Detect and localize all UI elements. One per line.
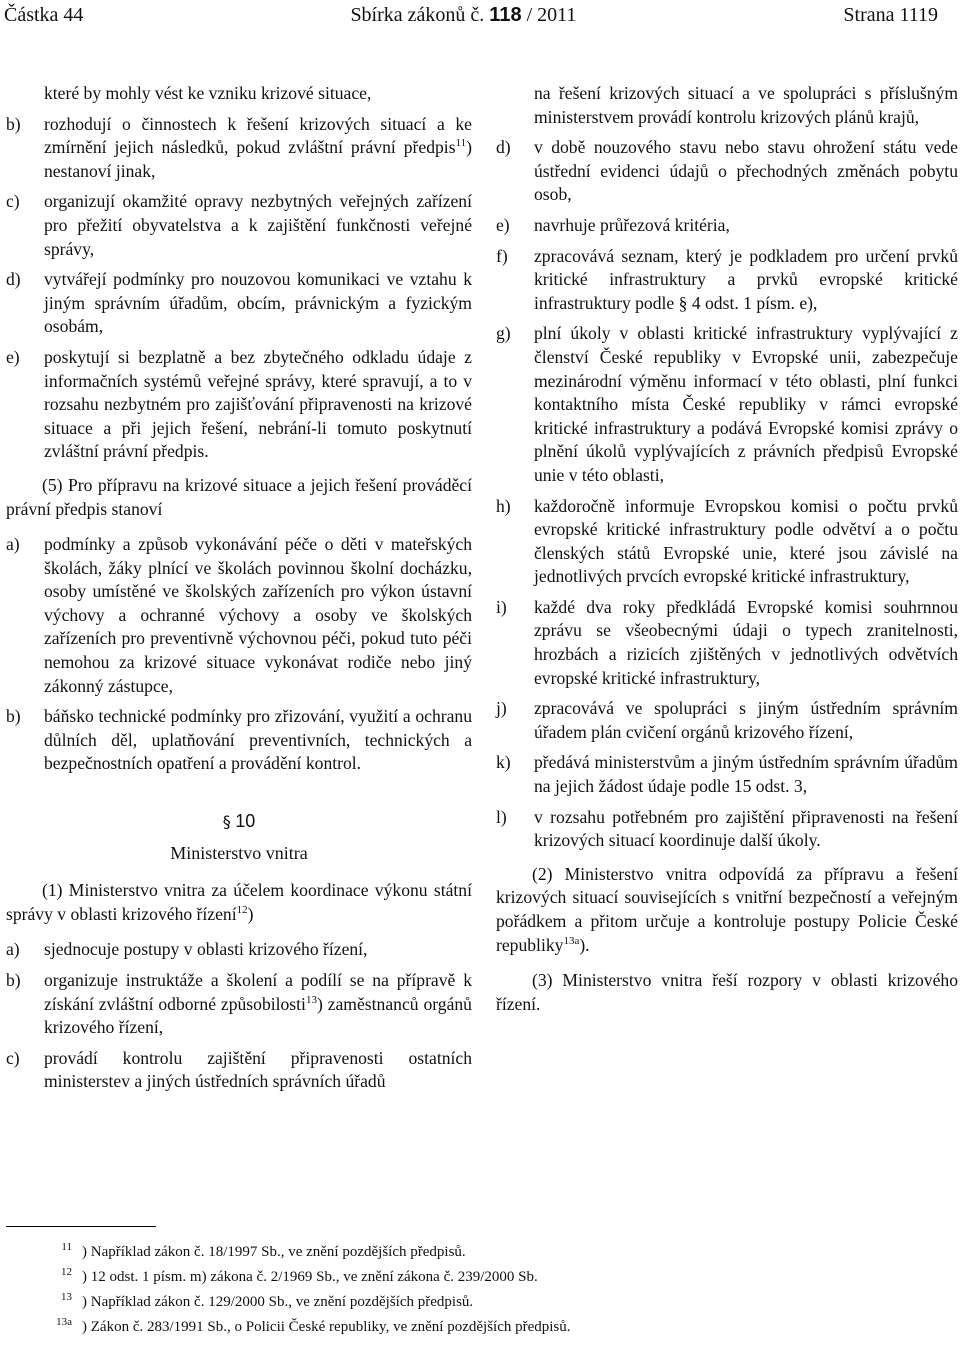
list-item-label: b) [6, 970, 21, 990]
list-item-text: zpracovává ve spolupráci s jiným ústředním správním úřadem plán cvičení orgánů krizového řízení, [534, 698, 958, 742]
footnote-mark [14, 1240, 82, 1265]
footnote-mark-number: 12 [61, 1266, 72, 1278]
list-item [6, 113, 472, 184]
list-item [6, 938, 472, 962]
list-item-text: sjednocuje postupy v oblasti krizového řízení, [44, 939, 368, 960]
page-header [4, 4, 938, 30]
list-item-text: báňsko technické podmínky pro zřizování, využití a ochranu důlních děl, uplatňování preventivních, technických a bezpečnostních opatření a provádění kontrol. [44, 706, 472, 774]
list-item-text: každoročně informuje Evropskou komisi o počtu prvků evropské kritické infrastruktury podle odvětví a o počtu členských států Evropské unie, které jsou závislé na jednotlivých prvcích evropské kritické infrastruktury, [534, 495, 958, 587]
header-number: 118 [489, 4, 522, 26]
paragraph-2-text: (2) Ministerstvo vnitra odpovídá za přípravu a řešení krizových situací souvisejících s vnitřní bezpečností a veřejným pořádkem a přitom určuje a kontroluje postupy Policie České republiky [496, 863, 958, 955]
list-item [6, 533, 472, 698]
list-item-text: poskytují si bezplatně a bez zbytečného odkladu údaje z informačních systémů veřejné správy, které spravují, a to v rozsahu nezbytném pro zajišťování připravenosti na krizové situace a při jejich řešení, nebrání-li tomuto poskytnutí zvláštní právní předpis. [44, 346, 472, 462]
footnote-mark [14, 1290, 82, 1315]
list-item-text [44, 969, 472, 1040]
paragraph-2 [496, 863, 958, 957]
list-item-label: c) [6, 1047, 20, 1068]
list-item-label: l) [496, 806, 507, 827]
list-item-label: h) [496, 495, 511, 516]
section-number: 10 [235, 811, 256, 832]
list-item-text: zpracovává seznam, který je podkladem pro určení prvků kritické infrastruktury a prvků evropské kritické infrastruktury podle § 4 odst. 1 písm. e), [534, 245, 958, 313]
list-item-text-after: ) zaměstnanců orgánů krizového řízení, [44, 993, 472, 1038]
footnote-divider [6, 1226, 156, 1227]
footnote [14, 1240, 934, 1265]
list-item-label: d) [496, 137, 511, 158]
list-item [496, 751, 958, 798]
list-item-text: předává ministerstvům a jiným ústředním správním úřadům na jejich žádost údaje podle 15 odst. 3, [534, 752, 958, 797]
footnote-mark-number: 13a [56, 1316, 72, 1328]
list-item-label: a) [6, 939, 20, 960]
left-column [6, 82, 472, 1101]
list-item [496, 697, 958, 744]
list-item-label: k) [496, 752, 511, 773]
footnote-text: ) Například zákon č. 129/2000 Sb., ve znění pozdějších předpisů. [82, 1294, 474, 1310]
list-item [496, 136, 958, 207]
list-item [496, 245, 958, 316]
footnote-text: ) 12 odst. 1 písm. m) zákona č. 2/1969 Sb., ve znění zákona č. 239/2000 Sb. [82, 1269, 538, 1285]
continued-text: které by mohly vést ke vzniku krizové situace, [44, 83, 372, 103]
list-item-label: b) [6, 113, 21, 134]
header-page: Strana 1119 [843, 4, 938, 26]
list-item [6, 1047, 472, 1094]
footnote [14, 1265, 934, 1290]
list-item-label: c) [6, 191, 20, 212]
list-item-text: navrhuje průřezová kritéria, [534, 214, 730, 235]
list-item-text: organizují okamžité opravy nezbytných veřejných zařízení pro přežití obyvatelstva a k zajištění funkčnosti veřejné správy, [44, 191, 472, 259]
list-item-label: j) [496, 698, 507, 719]
list-item-text: podmínky a způsob vykonávání péče o děti v mateřských školách, žáky plnící ve školách povinnou školní docházku, osoby umístěné ve školských zařízeních pro výkon ústavní výchovy a ochranné výchovy a osoby ve školských zařízeních pro preventivně výchovnou péči, pokud tuto péči nemohou za krizové situace vykonávat rodiče nebo jiný zákonný zástupce, [44, 534, 472, 696]
list-item [6, 705, 472, 776]
paragraph-1 [6, 879, 472, 926]
footnote [14, 1290, 934, 1315]
paragraph-3: (3) Ministerstvo vnitra řeší rozpory v oblasti krizového řízení. [496, 970, 958, 1014]
list-item-text: každé dva roky předkládá Evropské komisi souhrnnou zprávu se všeobecnými údaji o typech zranitelnosti, hrozbách a rizicích zjištěných v jednotlivých odvětvích evropské kritické infrastruktury, [534, 596, 958, 688]
header-issue: Částka 44 [4, 4, 84, 26]
right-column [496, 82, 958, 1028]
list-item-text: v rozsahu potřebném pro zajištění připravenosti na řešení krizových situací koordinuje další úkoly. [534, 806, 958, 851]
list-item-text [44, 113, 472, 184]
footnote-text: ) Například zákon č. 18/1997 Sb., ve znění pozdějších předpisů. [82, 1244, 466, 1260]
paragraph-1-after: ) [247, 903, 254, 924]
section-symbol: § [222, 812, 231, 832]
section-heading [6, 810, 472, 834]
list-item [496, 495, 958, 589]
footnotes [14, 1240, 934, 1340]
header-collection [350, 4, 576, 27]
list-item-text-after: ) nestanoví jinak, [44, 137, 472, 181]
list-item-text-main: rozhodují o činnostech k řešení krizových situací a ke zmírnění jejich následků, pokud zvláštní právní předpis [44, 113, 472, 158]
paragraph-5: (5) Pro přípravu na krizové situace a jejich řešení prováděcí právní předpis stanoví [6, 474, 472, 519]
list-item-label: d) [6, 269, 21, 290]
footnote-mark-number: 11 [61, 1241, 72, 1253]
list-item-text-main: organizuje instruktáže a školení a podílí se na přípravě k získání zvláštní odborné způsobilosti [44, 970, 472, 1014]
list-item-label: e) [496, 214, 510, 235]
list-item [496, 322, 958, 487]
continued-text: na řešení krizových situací a ve spolupráci s příslušným ministerstvem provádí kontrolu krizových plánů krajů, [534, 83, 958, 127]
list-item-label: b) [6, 706, 21, 727]
list-item [496, 806, 958, 853]
list-item [6, 969, 472, 1040]
list-item-label: e) [6, 346, 20, 367]
list-item-text: vytvářejí podmínky pro nouzovou komunikaci ve vztahu k jiným správním úřadům, obcím, právnickým a fyzickým osobám, [44, 269, 472, 337]
paragraph-1-text: (1) Ministerstvo vnitra za účelem koordinace výkonu státní správy v oblasti krizového řízení [6, 880, 472, 924]
list-item-text: v době nouzového stavu nebo stavu ohrožení státu vede ústřední evidenci údajů o přechodných změnách pobytu osob, [534, 137, 958, 205]
list-item [6, 268, 472, 339]
list-item-text: plní úkoly v oblasti kritické infrastruktury vyplývající z členství České republiky v Evropské unii, zabezpečuje mezinárodní výměnu informací v této oblasti, plní funkci kontaktního místa České republiky v rámci evropské kritické infrastruktury a podává Evropské komisi zprávy o plnění úkolů vyplývajících z právních předpisů Evropské unie v této oblasti, [534, 323, 958, 485]
list-item-label: i) [496, 596, 507, 617]
list-item [6, 346, 472, 464]
footnote-mark [14, 1265, 82, 1290]
header-year: / 2011 [526, 4, 577, 26]
footnote-mark-number: 13 [61, 1291, 72, 1303]
list-item-label: a) [6, 534, 20, 555]
list-item-label: g) [496, 323, 511, 344]
footnote-ref: 13a [563, 934, 580, 947]
footnote-mark [14, 1315, 82, 1340]
list-item [496, 596, 958, 690]
footnote-ref: 12 [236, 903, 248, 916]
list-item [6, 190, 472, 261]
list-item-text: provádí kontrolu zajištění připravenosti ostatních ministerstev a jiných ústředních správních úřadů [44, 1047, 472, 1092]
list-item-label: f) [496, 245, 508, 266]
footnote-ref: 11 [455, 137, 467, 150]
footnote-ref: 13 [305, 993, 317, 1006]
list-item [496, 214, 958, 238]
section-title: Ministerstvo vnitra [170, 842, 308, 863]
footnote-text: ) Zákon č. 283/1991 Sb., o Policii České republiky, ve znění pozdějších předpisů. [82, 1319, 571, 1335]
paragraph-2-after: ). [579, 934, 590, 955]
footnote [14, 1315, 934, 1340]
header-collection-label: Sbírka zákonů č. [350, 4, 485, 26]
